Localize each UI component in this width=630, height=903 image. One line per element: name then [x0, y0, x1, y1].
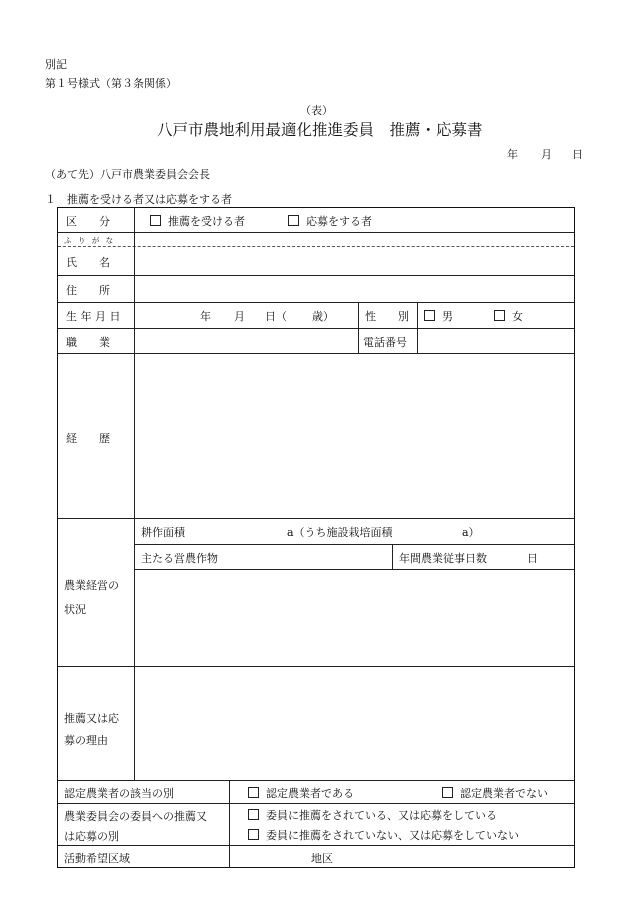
checkbox-recommended[interactable] — [150, 215, 161, 226]
birth-label: 生 年 月 日 — [66, 310, 121, 323]
section-heading: １ 推薦を受ける者又は応募をする者 — [45, 193, 232, 206]
checkbox-committee-yes[interactable] — [248, 809, 259, 820]
checkbox-male[interactable] — [424, 310, 435, 321]
crop-label: 主たる営農作物 — [141, 552, 218, 565]
days-unit: 日 — [527, 552, 538, 565]
area-wish-unit: 地区 — [311, 852, 333, 865]
certified-no-option[interactable]: 認定農業者でない — [442, 785, 548, 801]
phone-field[interactable] — [418, 329, 573, 352]
form-number: 第１号様式（第３条関係） — [45, 77, 177, 90]
checkbox-certified-no[interactable] — [442, 787, 453, 798]
furigana-field[interactable] — [135, 233, 573, 246]
kubun-label: 区 分 — [66, 215, 110, 228]
name-label: 氏 名 — [66, 256, 110, 269]
sex-label: 性 別 — [365, 310, 409, 323]
history-label: 経 歴 — [66, 432, 110, 445]
reason-field[interactable] — [135, 667, 573, 779]
address-label: 住 所 — [66, 284, 110, 297]
address-field[interactable] — [135, 276, 573, 301]
checkbox-certified-yes[interactable] — [248, 787, 259, 798]
reason-label: 推薦又は応 募の理由 — [64, 712, 119, 747]
page-title: 八戸市農地利用最適化推進委員 推薦・応募書 — [157, 121, 483, 139]
phone-label: 電話番号 — [363, 336, 407, 349]
certified-label: 認定農業者の該当の別 — [64, 787, 174, 800]
sex-male-option[interactable]: 男 — [424, 308, 453, 324]
committee-yes-option[interactable]: 委員に推薦をされている、又は応募をしている — [248, 807, 497, 823]
job-label: 職 業 — [66, 336, 110, 349]
checkbox-applicant[interactable] — [288, 215, 299, 226]
date-day: 日 — [572, 148, 583, 161]
name-field[interactable] — [135, 247, 573, 274]
history-field[interactable] — [135, 354, 573, 517]
recommended-option[interactable]: 推薦を受ける者 — [150, 213, 245, 229]
date-year: 年 — [507, 148, 518, 161]
applicant-option[interactable]: 応募をする者 — [288, 213, 372, 229]
birth-day[interactable]: 日（ — [265, 310, 287, 323]
sex-female-option[interactable]: 女 — [494, 308, 523, 324]
furigana-label: ふ り が な — [64, 236, 116, 245]
application-table — [57, 207, 575, 868]
area-unit: a（うち施設栽培面積 — [287, 526, 393, 539]
job-field[interactable] — [135, 329, 357, 352]
checkbox-female[interactable] — [494, 310, 505, 321]
birth-month[interactable]: 月 — [234, 310, 245, 323]
birth-year[interactable]: 年 — [200, 310, 211, 323]
addressee: （あて先）八戸市農業委員会会長 — [45, 168, 210, 181]
area-unit-close: a） — [462, 526, 480, 539]
area-wish-label: 活動希望区域 — [64, 852, 130, 865]
date-month: 月 — [541, 148, 552, 161]
committee-label: 農業委員会の委員への推薦又 は応募の別 — [64, 810, 207, 843]
area-label: 耕作面積 — [141, 526, 185, 539]
farm-status-label: 農業経営の 状況 — [64, 579, 119, 616]
days-label: 年間農業従事日数 — [399, 552, 487, 565]
front-side-label: （表） — [300, 104, 333, 117]
birth-age[interactable]: 歳） — [312, 310, 334, 323]
checkbox-committee-no[interactable] — [248, 829, 259, 840]
certified-yes-option[interactable]: 認定農業者である — [248, 785, 354, 801]
farm-status-field[interactable] — [135, 570, 573, 665]
annex-label: 別記 — [45, 58, 67, 71]
committee-no-option[interactable]: 委員に推薦をされていない、又は応募をしていない — [248, 827, 519, 843]
